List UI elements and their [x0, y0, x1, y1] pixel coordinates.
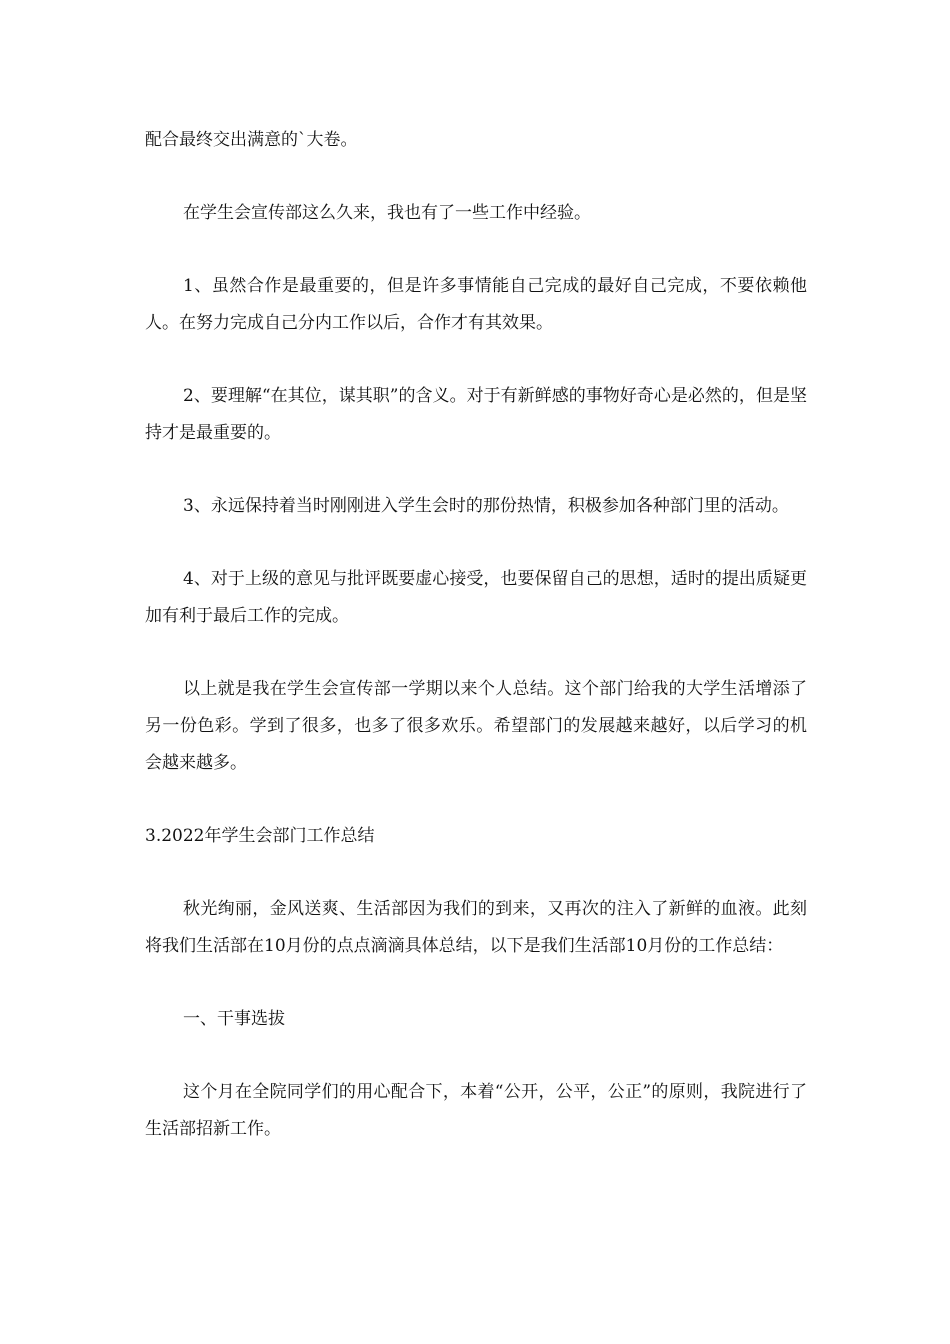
- paragraph-conclusion: 以上就是我在学生会宣传部一学期以来个人总结。这个部门给我的大学生活增添了另一份色彩。学到了很多，也多了很多欢乐。希望部门的发展越来越好，以后学习的机会越来越多。: [145, 679, 807, 773]
- subsection-heading: 一、干事选拔: [183, 1009, 285, 1029]
- paragraph-point-2: 2、要理解“在其位，谋其职”的含义。对于有新鲜感的事物好奇心是必然的，但是坚持才是最重要的。: [145, 386, 807, 443]
- paragraph-point-4: 4、对于上级的意见与批评既要虚心接受，也要保留自己的思想，适时的提出质疑更加有利于最后工作的完成。: [145, 569, 807, 626]
- paragraph-intro-experience: 在学生会宣传部这么久来，我也有了一些工作中经验。: [183, 203, 591, 223]
- paragraph-point-3: 3、永远保持着当时刚刚进入学生会时的那份热情，积极参加各种部门里的活动。: [183, 496, 789, 516]
- paragraph-point-1: 1、虽然合作是最重要的，但是许多事情能自己完成的最好自己完成，不要依赖他人。在努力完成自己分内工作以后，合作才有其效果。: [145, 276, 807, 333]
- paragraph-continuation: 配合最终交出满意的`大卷。: [145, 130, 358, 150]
- section-heading: 3.2022年学生会部门工作总结: [145, 826, 375, 846]
- document-body: [145, 122, 807, 1184]
- paragraph-section-intro: 秋光绚丽，金风送爽、生活部因为我们的到来，又再次的注入了新鲜的血液。此刻将我们生活部在10月份的点点滴滴具体总结，以下是我们生活部10月份的工作总结：: [145, 899, 807, 956]
- paragraph-recruitment: 这个月在全院同学们的用心配合下，本着“公开，公平，公正”的原则，我院进行了生活部招新工作。: [145, 1082, 807, 1139]
